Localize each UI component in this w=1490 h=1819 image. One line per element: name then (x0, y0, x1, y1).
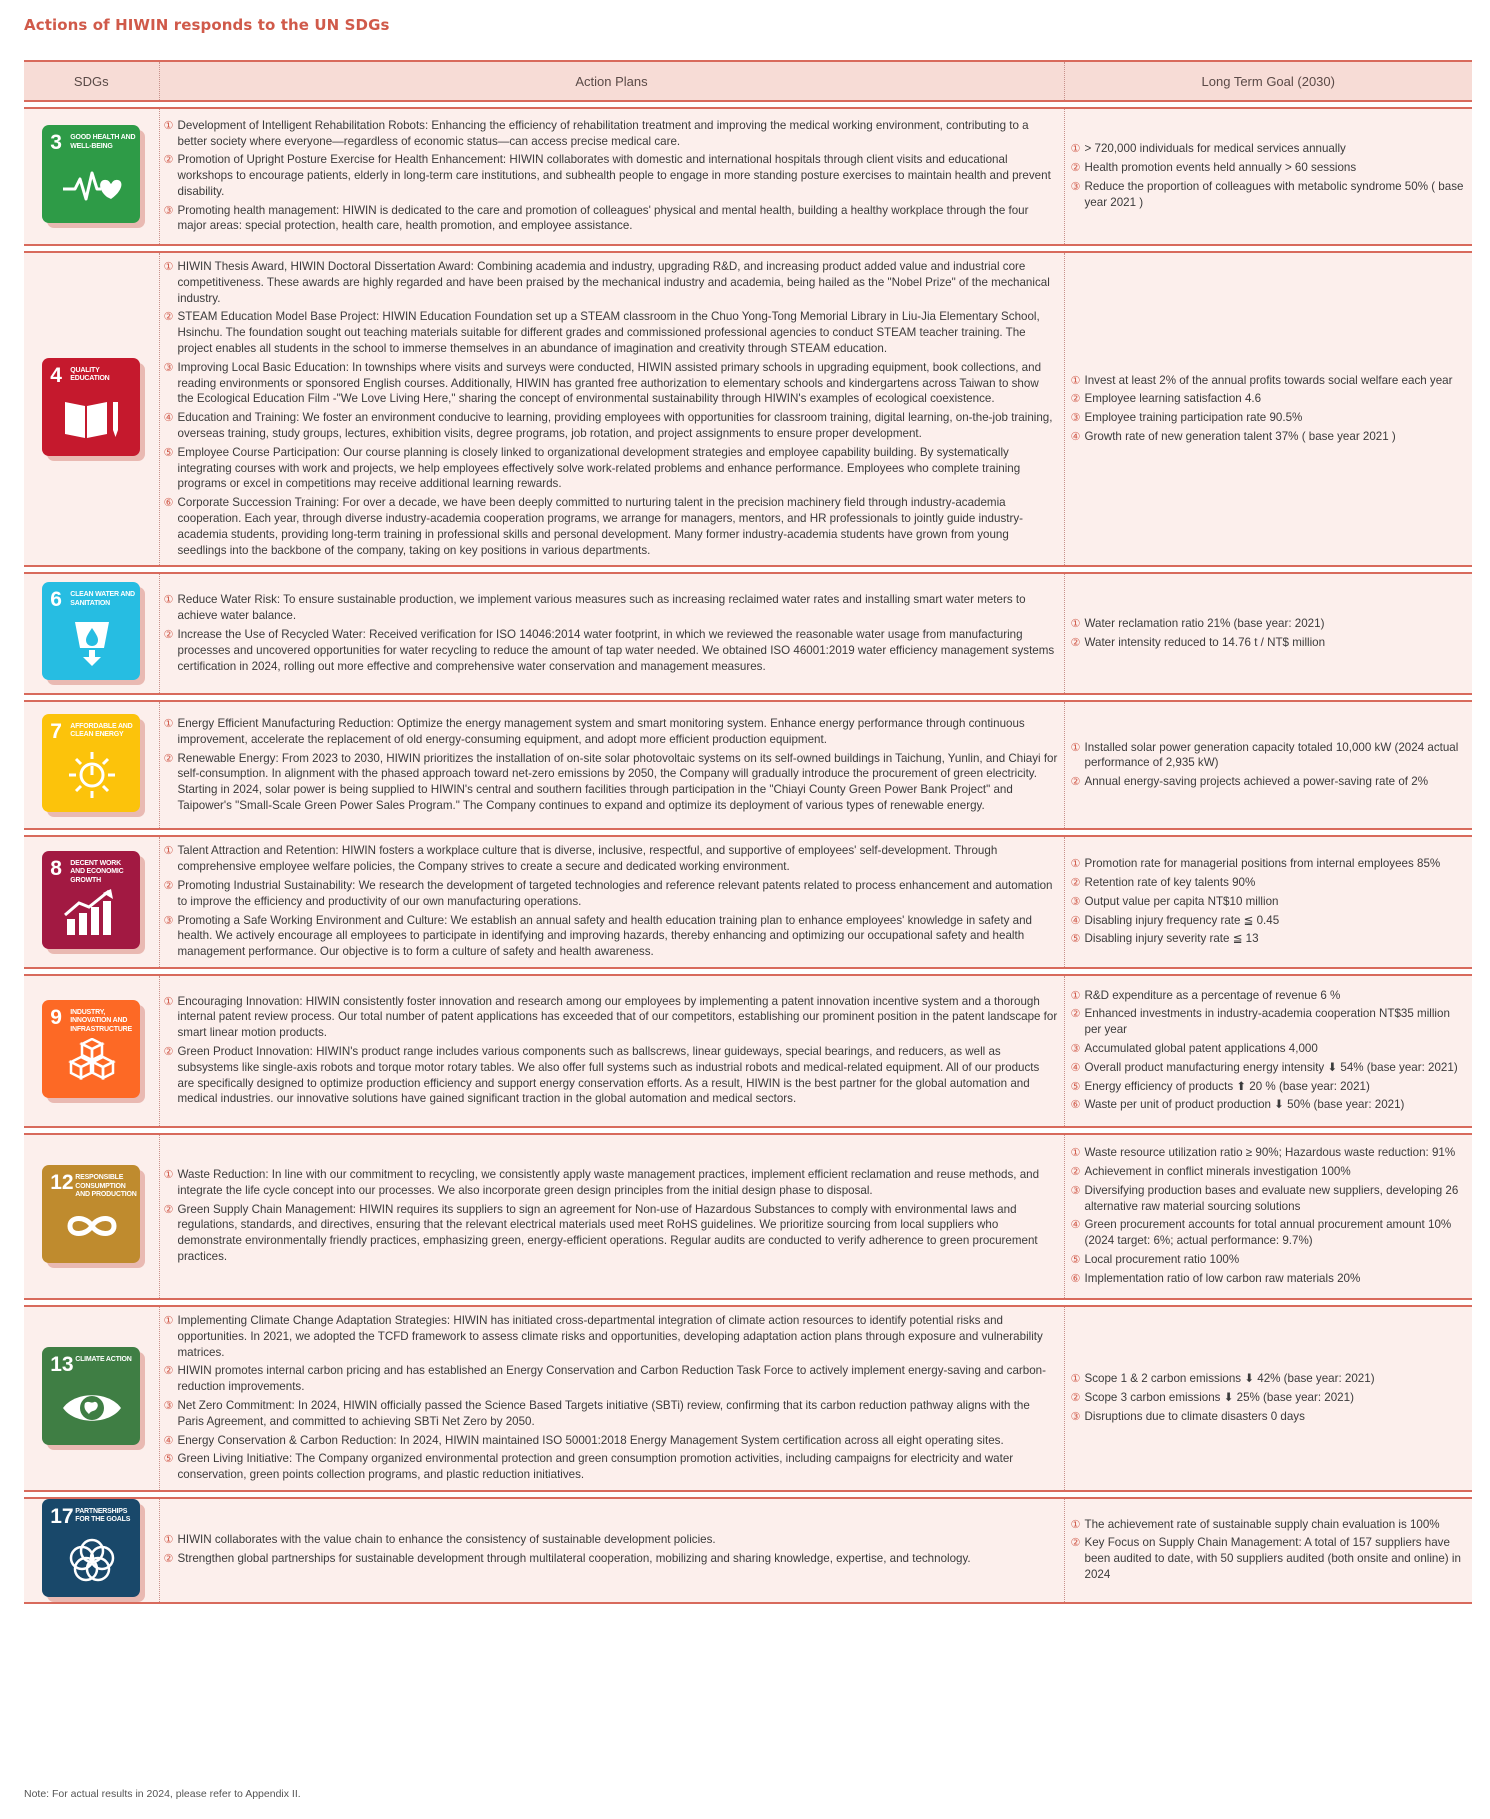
goal-item (1071, 1079, 1467, 1095)
item-text: HIWIN Thesis Award, HIWIN Doctoral Dissertation Award: Combining academia and industry, upgrading R&D, and increasing product added value and industrial core competitiveness. These awards are highly regarded and have been praised by the mechanical industry and academia, being hailed as the "Nobel Prize" of the mechanical industry. (177, 260, 1050, 305)
row-spacer (24, 694, 1472, 701)
item-text: Energy Efficient Manufacturing Reduction: Optimize the energy management system and smart monitoring system. Enhance energy performance through continuous improvement, accelerate the replacement of old energy-consuming equipment, and adopt more efficient production equipment. (177, 716, 1025, 746)
row-spacer (24, 1127, 1472, 1134)
sdg-tile (42, 358, 140, 456)
goal-item (1071, 1409, 1467, 1425)
item-number: ② (163, 1364, 174, 1378)
sdg-label: QUALITY EDUCATION (70, 366, 110, 383)
action-plan-item (164, 1313, 1058, 1360)
item-text: HIWIN collaborates with the value chain to enhance the consistency of sustainable development policies. (177, 1533, 716, 1547)
item-text: STEAM Education Model Base Project: HIWIN Education Foundation set up a STEAM classroom in the Chuo Yong-Tong Memorial Library in Liu-Jia Elementary School, Hsinchu. The foundation sought out teaching materials suitable for different grades and commissioned professional agencies to conduct STEAM teacher training. The project enables all students in the school to immerse themselves in an abundance of imagination and creativity through STEAM education. (177, 310, 1040, 355)
sdg-number: 17 (50, 1504, 74, 1528)
goal-item (1071, 1041, 1467, 1057)
goal-item (1071, 1252, 1467, 1268)
sdg-label: DECENT WORK AND ECONOMIC GROWTH (70, 859, 124, 884)
sdg-cell (24, 1306, 159, 1491)
item-text: Overall product manufacturing energy intensity ⬇ 54% (base year: 2021) (1084, 1060, 1458, 1074)
item-number: ③ (163, 203, 174, 217)
action-plan-item (164, 716, 1058, 748)
sdg-cell (24, 108, 159, 245)
sdg-tile (42, 1347, 140, 1445)
action-plan-item (164, 1363, 1058, 1395)
item-number: ② (163, 751, 174, 765)
sdg-tile (42, 125, 140, 223)
item-text: Talent Attraction and Retention: HIWIN fosters a workplace culture that is diverse, inclusive, respectful, and supportive of employees' self-development. Through comprehensive employee welfare policies, the Company strives to create a secure and dedicated working environment. (177, 844, 998, 874)
item-number: ① (1070, 857, 1081, 871)
goal-item (1071, 740, 1467, 772)
item-text: HIWIN promotes internal carbon pricing and has established an Energy Conservation and Carbon Reduction Task Force to actively implement energy-saving and carbon-reduction improvements. (177, 1364, 1046, 1394)
row-spacer (24, 566, 1472, 573)
spacer-cell (24, 968, 1472, 975)
item-text: Renewable Energy: From 2023 to 2030, HIWIN prioritizes the installation of on-site solar photovoltaic systems on its self-owned buildings in Taichung, Yunlin, and Chiayi for self-consumption. In alignment with the phased approach toward net-zero emissions by 2050, the Company will gradually introduce the procurement of green electricity. Starting in 2024, solar power is being supplied to HIWIN's central and southern facilities through participation in the "Chiayi County Green Power Bank Project" and Taipower's "Small-Scale Green Power Sales Program." The Company continues to expand and optimize its deployment of various types of renewable energy. (177, 751, 1058, 812)
table-header-row (24, 61, 1472, 101)
sdg-number: 3 (50, 131, 62, 155)
row-spacer (24, 829, 1472, 836)
item-number: ① (1070, 142, 1081, 156)
long-term-goals-cell (1064, 975, 1472, 1127)
item-number: ② (1070, 1391, 1081, 1404)
action-plan-item (164, 843, 1058, 875)
item-number: ④ (1070, 1218, 1081, 1232)
action-plans-cell (159, 573, 1064, 694)
goal-item (1071, 616, 1467, 632)
goal-item (1071, 856, 1467, 872)
sdg-label: CLIMATE ACTION (75, 1356, 132, 1363)
action-plan-item (164, 592, 1058, 624)
long-term-goals-cell (1064, 1306, 1472, 1491)
item-text: The achievement rate of sustainable supply chain evaluation is 100% (1084, 1517, 1440, 1531)
action-plan-item (164, 1451, 1058, 1483)
sdg-cell (24, 1498, 159, 1603)
item-number: ② (1070, 392, 1081, 406)
sdg-tile (42, 714, 140, 812)
long-term-goals-cell (1064, 1134, 1472, 1299)
item-text: Net Zero Commitment: In 2024, HIWIN officially passed the Science Based Targets initiative (SBTi) review, confirming that its carbon reduction pathway aligns with the Paris Agreement, and committed to achieving SBTi Net Zero by 2050. (177, 1398, 1030, 1428)
item-number: ⑤ (1070, 1079, 1081, 1093)
sdg-cell (24, 975, 159, 1127)
item-number: ① (163, 1168, 174, 1182)
item-text: Local procurement ratio 100% (1084, 1253, 1240, 1267)
goal-item (1071, 141, 1467, 157)
item-text: Strengthen global partnerships for sustainable development through multilateral cooperation, mobilizing and sharing knowledge, expertise, and technology. (177, 1552, 971, 1566)
item-number: ② (163, 310, 174, 324)
sdg-cell (24, 1134, 159, 1299)
item-text: Invest at least 2% of the annual profits towards social welfare each year (1084, 373, 1453, 387)
item-number: ⑤ (163, 445, 174, 459)
action-plan-item (164, 1433, 1058, 1449)
item-number: ② (163, 1552, 174, 1566)
action-plan-item (164, 1044, 1058, 1107)
item-text: Reduce Water Risk: To ensure sustainable production, we implement various measures such as increasing reclaimed water rates and installing smart water meters to achieve water balance. (177, 593, 1026, 623)
item-number: ③ (163, 913, 174, 927)
action-plan-item (164, 994, 1058, 1041)
goal-item (1071, 1517, 1467, 1533)
item-number: ② (1070, 775, 1081, 789)
item-text: Reduce the proportion of colleagues with metabolic syndrome 50% ( base year 2021 ) (1084, 180, 1464, 209)
page-title: Actions of HIWIN responds to the UN SDGs (24, 16, 390, 34)
item-number: ① (1070, 373, 1081, 387)
table-row (24, 573, 1472, 694)
table-row (24, 108, 1472, 245)
item-number: ③ (1070, 1409, 1081, 1423)
table-row (24, 1306, 1472, 1491)
row-spacer (24, 1491, 1472, 1498)
item-text: Promotion rate for managerial positions from internal employees 85% (1084, 857, 1441, 871)
item-text: Accumulated global patent applications 4,000 (1084, 1042, 1318, 1056)
item-text: Green procurement accounts for total annual procurement amount 10% (2024 target: 6%; actual performance: 9.7%) (1084, 1218, 1452, 1248)
table-row (24, 252, 1472, 566)
item-text: Water reclamation ratio 21% (base year: 2021) (1084, 617, 1325, 631)
item-text: Encouraging Innovation: HIWIN consistently foster innovation and research among our employees by implementing a patent innovation incentive system and a thorough internal patent review process. Our total number of patent applications has exceeded that of our competitors, establishing our prominent position in the patent landscape for smart linear motion products. (177, 994, 1058, 1040)
item-text: Promoting Industrial Sustainability: We research the development of targeted technologies and reference relevant patents related to process enhancement and automation to improve the efficiency and productivity of our own manufacturing operations. (177, 878, 1053, 908)
row-spacer (24, 245, 1472, 252)
goal-item (1071, 875, 1467, 891)
goal-item (1071, 988, 1467, 1004)
action-plan-item (164, 445, 1058, 492)
item-number: ② (1070, 635, 1081, 649)
long-term-goals-cell (1064, 252, 1472, 566)
item-text: Improving Local Basic Education: In townships where visits and surveys were conducted, HIWIN assisted primary schools in upgrading equipment, book collections, and reading environments or sponsored English courses. Additionally, HIWIN has granted free authorization to elementary schools and kindergartens across Taiwan to show the Ecological Education Film -"We Love Living Here," sharing the concept of environmental sustainability through HIWIN's examples of ecological coexistence. (177, 360, 1042, 406)
item-number: ① (1070, 1372, 1081, 1386)
action-plan-item (164, 1551, 1058, 1567)
goal-item (1071, 931, 1467, 947)
sdg-label: INDUSTRY, INNOVATION AND INFRASTRUCTURE (70, 1008, 133, 1033)
action-plan-item (164, 1398, 1058, 1430)
action-plans-cell (159, 252, 1064, 566)
goal-item (1071, 1164, 1467, 1180)
item-text: Green Living Initiative: The Company organized environmental protection and green consumption promotion activities, including campaigns for electricity and water conservation, green points collection programs, and plastic reduction initiatives. (177, 1452, 1014, 1482)
item-number: ③ (1070, 411, 1081, 425)
sdg-number: 6 (50, 588, 62, 612)
item-number: ② (1070, 1165, 1081, 1179)
action-plan-item (164, 118, 1058, 150)
item-text: Output value per capita NT$10 million (1084, 894, 1279, 908)
item-text: Waste per unit of product production ⬇ 50% (base year: 2021) (1084, 1098, 1405, 1112)
item-number: ① (163, 994, 174, 1008)
item-number: ① (163, 716, 174, 730)
item-text: Scope 1 & 2 carbon emissions ⬇ 42% (base year: 2021) (1084, 1372, 1375, 1386)
goal-item (1071, 894, 1467, 910)
item-text: R&D expenditure as a percentage of revenue 6 % (1084, 988, 1341, 1002)
item-number: ② (163, 153, 174, 167)
sdg-actions-table (24, 60, 1472, 1604)
item-text: Promoting a Safe Working Environment and Culture: We establish an annual safety and health education training plan to enhance employees' knowledge in safety and health. We actively encourage all employees to participate in identifying and improving hazards, thereby enhancing and optimizing our occupational safety and health management performance. Our objective is to form a culture of safety and health awareness. (177, 913, 1032, 959)
action-plan-item (164, 152, 1058, 199)
item-number: ⑤ (1070, 1253, 1081, 1267)
goal-item (1071, 1183, 1467, 1215)
item-text: Education and Training: We foster an environment conducive to learning, providing employees with opportunities for classroom training, digital learning, on-the-job training, overseas training, study groups, lectures, exhibition visits, degree programs, job rotation, and project assignments to ensure proper development. (177, 411, 1053, 440)
item-text: Implementation ratio of low carbon raw materials 20% (1084, 1271, 1361, 1285)
item-text: Annual energy-saving projects achieved a power-saving rate of 2% (1084, 775, 1428, 789)
item-text: Disabling injury frequency rate ≦ 0.45 (1084, 913, 1280, 927)
item-text: Green Supply Chain Management: HIWIN requires its suppliers to sign an agreement for Non-use of Hazardous Substances to comply with environmental laws and regulations, standards, and directives, ensuring that the relevant electrical materials used meet RoHS guidelines. We prioritize sourcing from local suppliers who demonstrate environmentally friendly practices, emphasizing green, energy-efficient operations. Regular audits are conducted to verify adherence to green procurement practices. (177, 1202, 1038, 1264)
sdg-tile (42, 851, 140, 949)
item-text: Energy Conservation & Carbon Reduction: In 2024, HIWIN maintained ISO 50001:2018 Energy Management System certification across all eight operating sites. (177, 1433, 1004, 1447)
sdg-label: PARTNERSHIPS FOR THE GOALS (75, 1507, 131, 1524)
goal-item (1071, 635, 1467, 651)
sdg-number: 4 (50, 363, 62, 387)
item-number: ① (1070, 988, 1081, 1002)
long-term-goals-cell (1064, 836, 1472, 968)
action-plan-item (164, 1202, 1058, 1265)
table-row (24, 975, 1472, 1127)
item-text: Diversifying production bases and evaluate new suppliers, developing 26 alternative raw material sourcing solutions (1084, 1183, 1459, 1213)
goal-item (1071, 1535, 1467, 1582)
spacer-cell (24, 245, 1472, 252)
action-plan-item (164, 913, 1058, 960)
sdg-tile (42, 1499, 140, 1597)
item-number: ① (1070, 1146, 1081, 1160)
action-plans-cell (159, 1306, 1064, 1491)
item-text: Employee Course Participation: Our course planning is closely linked to organizational development strategies and employee capability building. By systematically integrating courses with work and projects, we help employees effectively solve work-related problems and enhance performance. Employees who complete training programs or excel in competitions may receive additional learning rewards. (177, 445, 1021, 491)
item-text: Scope 3 carbon emissions ⬇ 25% (base year: 2021) (1084, 1391, 1354, 1404)
header-sdgs: SDGs (24, 61, 159, 101)
header-long-term-goal: Long Term Goal (2030) (1064, 61, 1472, 101)
action-plans-cell (159, 975, 1064, 1127)
spacer-cell (24, 829, 1472, 836)
footnote: Note: For actual results in 2024, please refer to Appendix II. (24, 1788, 301, 1800)
sdg-number: 8 (50, 856, 62, 880)
item-number: ③ (163, 360, 174, 374)
item-number: ① (1070, 1517, 1081, 1531)
sdg-tile (42, 1000, 140, 1098)
item-text: Achievement in conflict minerals investigation 100% (1084, 1165, 1351, 1179)
item-text: Promotion of Upright Posture Exercise for Health Enhancement: HIWIN collaborates with domestic and international hospitals through client visits and educational workshops to encourage patients, elderly in long-term care institutions, and subhealth people to engage in more standing posture exercises to maintain health and prevent disability. (177, 153, 1051, 198)
action-plans-cell (159, 836, 1064, 968)
item-number: ⑥ (163, 496, 174, 510)
goal-item (1071, 1217, 1467, 1249)
long-term-goals-cell (1064, 573, 1472, 694)
item-text: Installed solar power generation capacity totaled 10,000 kW (2024 actual performance of 2,935 kW) (1084, 740, 1459, 770)
item-number: ③ (1070, 894, 1081, 908)
item-text: Growth rate of new generation talent 37% ( base year 2021 ) (1084, 429, 1396, 443)
item-text: Key Focus on Supply Chain Management: A total of 157 suppliers have been audited to date, with 50 suppliers audited (both onsite and online) in 2024 (1084, 1536, 1461, 1582)
item-number: ② (1070, 1007, 1081, 1021)
item-number: ⑥ (1070, 1271, 1081, 1285)
goal-item (1071, 1060, 1467, 1076)
item-number: ④ (1070, 429, 1081, 443)
action-plan-item (164, 360, 1058, 407)
sdg-label: AFFORDABLE AND CLEAN ENERGY (70, 722, 133, 739)
item-text: Development of Intelligent Rehabilitation Robots: Enhancing the efficiency of rehabilitation treatment and improving the medical working environment, contributing to a better society where everyone—regardless of economic status—can access precise medical care. (177, 118, 1029, 148)
sdg-label: CLEAN WATER AND SANITATION (70, 591, 135, 607)
goal-item (1071, 1371, 1467, 1387)
action-plan-item (164, 495, 1058, 558)
item-text: Disabling injury severity rate ≦ 13 (1084, 932, 1259, 946)
action-plan-item (164, 203, 1058, 235)
item-number: ① (163, 844, 174, 858)
item-text: Increase the Use of Recycled Water: Received verification for ISO 14046:2014 water footprint, in which we reviewed the reasonable water usage from manufacturing processes and uncovered opportunities for water recycling to reduce the amount of tap water needed. We obtained ISO 46001:2019 water efficiency management systems certification in 2024, rolling out more effective and comprehensive water conservation and management measures. (177, 627, 1055, 673)
item-number: ⑤ (1070, 932, 1081, 946)
item-number: ① (1070, 617, 1081, 631)
item-number: ④ (1070, 913, 1081, 927)
item-text: Employee training participation rate 90.5% (1084, 411, 1303, 425)
item-text: Implementing Climate Change Adaptation Strategies: HIWIN has initiated cross-departmental integration of climate action resources to identify potential risks and opportunities. In 2021, we adopted the TCFD framework to assess climate risks and opportunities, developing adaptation action plans through exposure and vulnerability matrices. (177, 1313, 1043, 1359)
item-number: ④ (163, 411, 174, 425)
item-number: ③ (1070, 1183, 1081, 1197)
spacer-cell (24, 566, 1472, 573)
action-plans-cell (159, 1134, 1064, 1299)
item-number: ④ (163, 1433, 174, 1447)
action-plan-item (164, 1167, 1058, 1199)
sdg-label: GOOD HEALTH AND WELL-BEING (70, 134, 136, 150)
action-plan-item (164, 627, 1058, 674)
goal-item (1071, 1097, 1467, 1113)
long-term-goals-cell (1064, 701, 1472, 829)
item-text: Health promotion events held annually > 60 sessions (1084, 161, 1357, 175)
row-spacer (24, 1299, 1472, 1306)
sdg-tile (42, 582, 140, 680)
item-number: ⑤ (163, 1452, 174, 1466)
item-number: ① (163, 1313, 174, 1327)
spacer-cell (24, 694, 1472, 701)
sdg-cell (24, 573, 159, 694)
table-row (24, 701, 1472, 829)
item-number: ① (163, 118, 174, 132)
item-text: Waste Reduction: In line with our commitment to recycling, we consistently apply waste management practices, implement efficient reclamation and reuse methods, and integrate the life cycle concept into our processes. We also incorporate green design principles from the initial design phase to disposal. (177, 1168, 1040, 1197)
item-number: ③ (163, 1398, 174, 1412)
spacer-cell (24, 101, 1472, 108)
goal-item (1071, 1006, 1467, 1038)
item-text: Water intensity reduced to 14.76 t / NT$ million (1084, 635, 1326, 649)
item-number: ④ (1070, 1060, 1081, 1074)
item-number: ⑥ (1070, 1098, 1081, 1112)
table-body (24, 101, 1472, 1603)
sdg-tile (42, 1165, 140, 1263)
item-number: ② (163, 878, 174, 892)
action-plan-item (164, 878, 1058, 910)
sdg-cell (24, 701, 159, 829)
action-plans-cell (159, 1498, 1064, 1603)
row-spacer (24, 101, 1472, 108)
sdg-cell (24, 252, 159, 566)
table-row (24, 836, 1472, 968)
long-term-goals-cell (1064, 108, 1472, 245)
item-text: Green Product Innovation: HIWIN's product range includes various components such as ballscrews, linear guideways, special bearings, and reducers, as well as subsystems like single-axis robots and torque motor rotary tables. We also offer full systems such as industrial robots and medical-related equipment. All of our products are specifically designed to optimize production efficiency and support energy conservation efforts. As a result, HIWIN is the best partner for the global automation and medical industries. our innovative solutions have gained significant traction in the global automation and medical sectors. (177, 1045, 1040, 1106)
sdg-cell (24, 836, 159, 968)
item-number: ③ (1070, 180, 1081, 193)
goal-item (1071, 160, 1467, 176)
goal-item (1071, 391, 1467, 407)
goal-item (1071, 1145, 1467, 1161)
sdg-number: 13 (50, 1353, 74, 1376)
item-number: ① (1070, 740, 1081, 754)
spacer-cell (24, 1127, 1472, 1134)
table-row (24, 1134, 1472, 1299)
item-number: ③ (1070, 1042, 1081, 1056)
item-text: Disruptions due to climate disasters 0 days (1084, 1409, 1305, 1423)
goal-item (1071, 1390, 1467, 1406)
action-plans-cell (159, 701, 1064, 829)
sdg-number: 7 (50, 719, 62, 743)
item-number: ② (163, 627, 174, 641)
item-number: ② (1070, 161, 1081, 175)
goal-item (1071, 179, 1467, 211)
action-plans-cell (159, 108, 1064, 245)
item-number: ② (1070, 875, 1081, 889)
spacer-cell (24, 1299, 1472, 1306)
sdg-number: 12 (50, 1171, 74, 1195)
action-plan-item (164, 259, 1058, 306)
item-text: Employee learning satisfaction 4.6 (1084, 392, 1262, 406)
goal-item (1071, 410, 1467, 426)
item-text: Energy efficiency of products ⬆ 20 % (base year: 2021) (1084, 1079, 1370, 1093)
item-number: ② (163, 1202, 174, 1216)
goal-item (1071, 913, 1467, 929)
header-action-plans: Action Plans (159, 61, 1064, 101)
sdg-number: 9 (50, 1005, 62, 1029)
sdg-label: RESPONSIBLE CONSUMPTION AND PRODUCTION (75, 1174, 137, 1199)
goal-item (1071, 1271, 1467, 1287)
item-text: Retention rate of key talents 90% (1084, 875, 1256, 889)
item-number: ① (163, 1533, 174, 1547)
action-plan-item (164, 410, 1058, 442)
item-number: ② (163, 1045, 174, 1059)
goal-item (1071, 774, 1467, 790)
goal-item (1071, 373, 1467, 389)
item-number: ② (1070, 1536, 1081, 1550)
item-text: Enhanced investments in industry-academia cooperation NT$35 million per year (1084, 1007, 1450, 1037)
goal-item (1071, 429, 1467, 445)
item-text: Waste resource utilization ratio ≥ 90%; Hazardous waste reduction: 91% (1084, 1146, 1456, 1160)
spacer-cell (24, 1491, 1472, 1498)
row-spacer (24, 968, 1472, 975)
item-text: Promoting health management: HIWIN is dedicated to the care and promotion of colleagues' physical and mental health, building a healthy workplace through the four major areas: special protection, health care, health promotion, and employee assistance. (177, 203, 1029, 233)
item-text: Corporate Succession Training: For over a decade, we have been deeply committed to nurturing talent in the precision machinery field through industry-academia cooperation. Each year, through diverse industry-academia cooperation programs, we arrange for managers, mentors, and HR professionals to jointly guide industry-academia students, providing long-term training in professional skills and personal development. Many former industry-academia students have grown from young seedlings into the backbone of the company, taking on key positions in various departments. (177, 496, 1023, 557)
item-text: > 720,000 individuals for medical services annually (1084, 142, 1346, 156)
item-number: ① (163, 260, 174, 273)
action-plan-item (164, 309, 1058, 356)
table-row (24, 1498, 1472, 1603)
long-term-goals-cell (1064, 1498, 1472, 1603)
action-plan-item (164, 1532, 1058, 1548)
action-plan-item (164, 751, 1058, 814)
item-number: ① (163, 593, 174, 607)
